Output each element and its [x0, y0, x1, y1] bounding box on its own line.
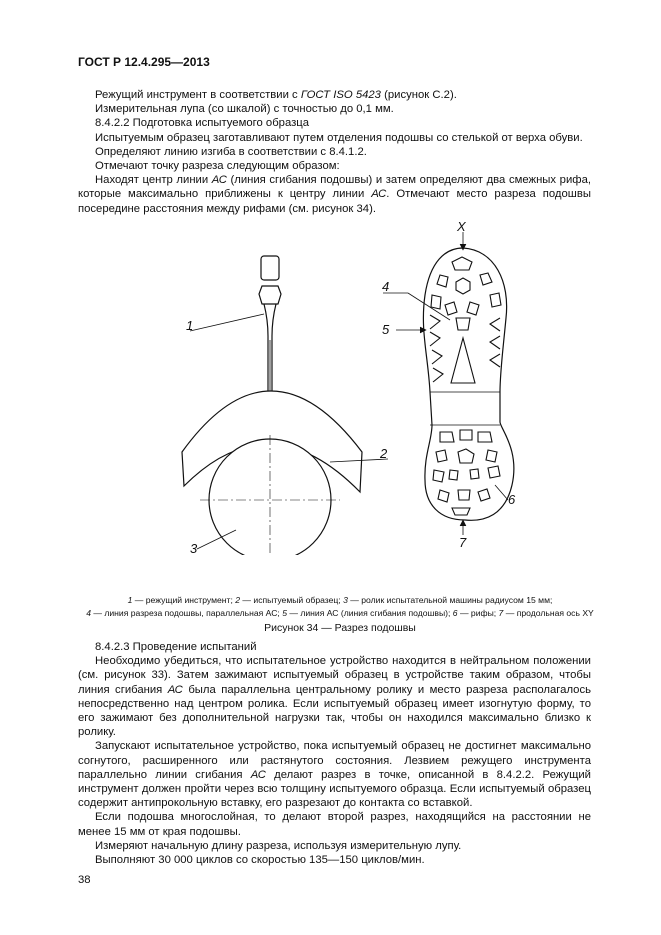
- legend-text: — линия АС (линия сгибания подошвы);: [286, 608, 453, 618]
- legend-text: — испытуемый образец;: [240, 595, 344, 605]
- text: была параллельна центральному ролику и место разреза располагалось непосредственно над центром ролика. Если испытуемый образец имеет изогнутую форму, то его зажимают без дополнительной нагрузки так, чтобы он находился максимально близко к ролику.: [78, 683, 591, 739]
- sole-lugs: [430, 257, 501, 515]
- text: Необходимо убедиться, что испытательное устройство находится в нейтральном положении (см. рисунок 33). Затем зажимают испытуемый образец в устройстве таким образом, чтобы линия сгибания: [78, 655, 591, 696]
- text: Находят центр линии: [95, 174, 212, 187]
- text: АС: [167, 683, 183, 696]
- text: . Отмечают место разреза подошвы посередине расстояния между рифами (см. рисунок 34).: [78, 188, 591, 215]
- legend-line: [60, 594, 620, 607]
- standard-reference: ГОСТ ISO 5423: [300, 89, 381, 101]
- section-8-4-2-2: [78, 88, 591, 216]
- paragraph: [78, 88, 591, 102]
- paragraph: Испытуемым образец заготавливают путем отделения подошвы со стелькой от верха обуви.: [95, 131, 583, 144]
- legend-text: — режущий инструмент;: [132, 595, 236, 605]
- legend-number: 2: [235, 595, 241, 605]
- text: делают разрез в точке, описанной в 8.4.2.2. Режущий инструмент должен пройти через всю толщину испытуемого образца. Если испытуемый образец содержит антипрокольную вставку, его разрезают до контакта со вставкой.: [78, 768, 591, 810]
- paragraph: Если подошва многослойная, то делают второй разрез, находящийся на расстоянии не менее 15 мм от края подошвы.: [78, 811, 591, 838]
- paragraph: [78, 173, 591, 216]
- text: (линия сгибания подошвы) и затем определяют два смежных рифа, которые максимально приближены к центру линии: [78, 174, 591, 201]
- paragraph: Измерительная лупа (со шкалой) с точностью до 0,1 мм.: [95, 103, 394, 116]
- paragraph: [78, 654, 591, 739]
- paragraph: Измеряют начальную длину разреза, используя измерительную лупу.: [95, 839, 462, 852]
- text: (рисунок С.2).: [380, 89, 457, 101]
- legend-text: — продольная ось XY: [503, 608, 594, 618]
- legend-number: 3: [343, 595, 348, 605]
- document-header: ГОСТ Р 12.4.295—2013: [78, 55, 210, 69]
- legend-number: 5: [282, 608, 287, 618]
- legend-text: — рифы;: [457, 608, 499, 618]
- label-2: 2: [380, 446, 388, 461]
- label-4: 4: [382, 279, 390, 294]
- figure-34-sole-cut-diagram: [0, 215, 661, 555]
- section-heading: 8.4.2.3 Проведение испытаний: [95, 641, 257, 653]
- label-5: 5: [382, 322, 390, 337]
- figure-legend: [60, 594, 620, 620]
- paragraph: [78, 739, 591, 810]
- legend-text: — ролик испытательной машины радиусом 15 мм;: [347, 595, 553, 605]
- text: АС: [211, 174, 227, 187]
- page-number: 38: [78, 874, 91, 886]
- section-8-4-2-3: [78, 640, 591, 867]
- text: АС: [371, 188, 387, 201]
- section-heading: 8.4.2.2 Подготовка испытуемого образца: [95, 117, 310, 130]
- legend-line: [60, 607, 620, 620]
- text: Режущий инструмент в соответствии с: [95, 89, 301, 101]
- label-6: 6: [508, 492, 516, 507]
- label-x: X: [457, 219, 466, 234]
- paragraph: Выполняют 30 000 циклов со скоростью 135—150 циклов/мин.: [95, 854, 425, 867]
- paragraph: Определяют линию изгиба в соответствии с 8.4.1.2.: [95, 145, 367, 158]
- label-3: 3: [190, 541, 198, 555]
- text: АС: [250, 768, 266, 781]
- figure-title: Рисунок 34 — Разрез подошвы: [264, 622, 416, 634]
- label-7: 7: [459, 535, 467, 550]
- legend-number: 7: [498, 608, 504, 618]
- legend-number: 1: [127, 595, 133, 605]
- label-1: 1: [186, 318, 194, 333]
- legend-number: 6: [452, 608, 458, 618]
- text: Запускают испытательное устройство, пока испытуемый образец не достигнет максимально согнутого, расширенного или растянутого состояния. Лезвием режущего инструмента параллельно линии сгибания: [78, 740, 591, 781]
- legend-text: — линия разреза подошвы, параллельная АС;: [90, 608, 283, 618]
- legend-number: 4: [86, 608, 91, 618]
- paragraph: Отмечают точку разреза следующим образом:: [95, 160, 340, 173]
